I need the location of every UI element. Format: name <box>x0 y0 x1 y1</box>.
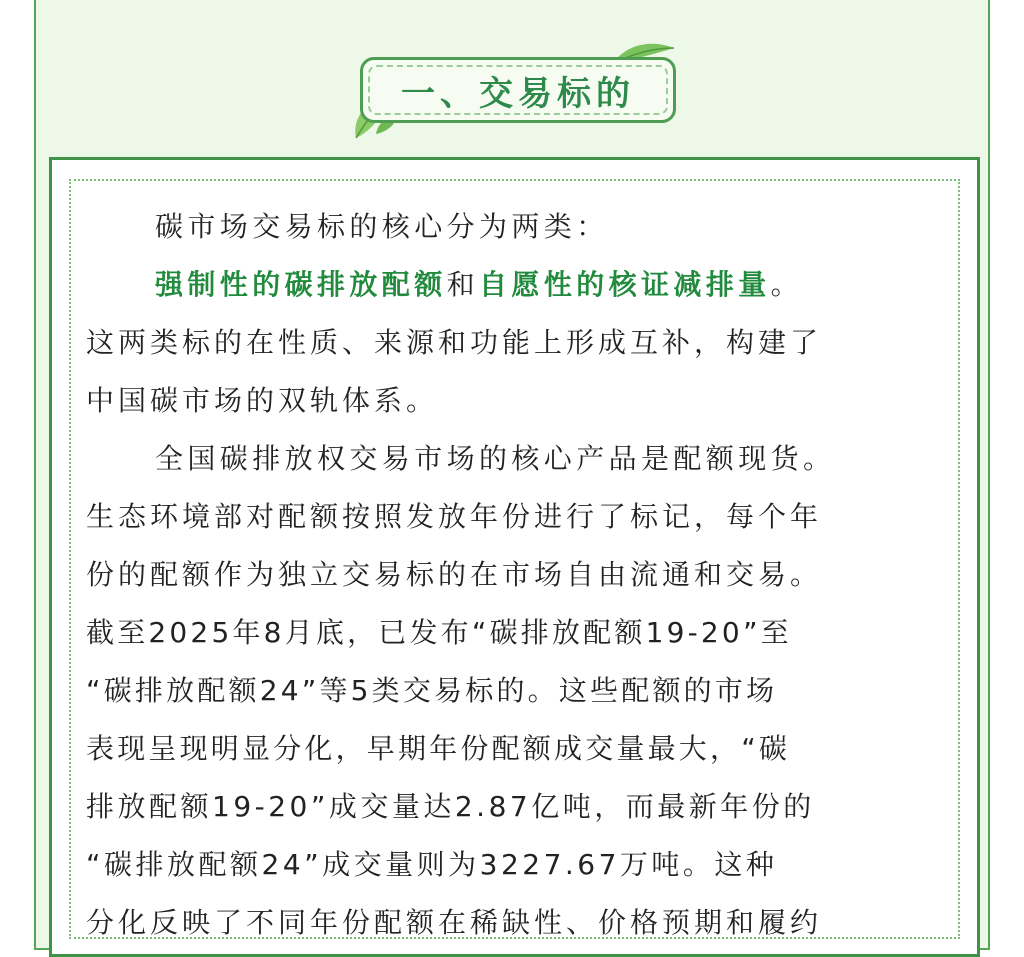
paragraph-line: 全国碳排放权交易市场的核心产品是配额现货。 <box>155 442 836 475</box>
section-title-inner-border <box>368 65 668 115</box>
paragraph-line: 表现呈现明显分化，早期年份配额成交量最大，“碳 <box>86 732 791 765</box>
period-text: 。 <box>770 268 804 301</box>
section-header <box>350 38 680 138</box>
paragraph-line: 中国碳市场的双轨体系。 <box>86 384 439 417</box>
paragraph-line: 份的配额作为独立交易标的在市场自由流通和交易。 <box>86 558 823 591</box>
paragraph-line: 截至2025年8月底，已发布“碳排放配额19-20”至 <box>86 616 792 649</box>
paragraph-line: 这两类标的在性质、来源和功能上形成互补，构建了 <box>86 326 823 359</box>
highlight-ccer: 自愿性的核证减排量 <box>479 268 771 301</box>
body-text <box>86 198 942 952</box>
paragraph-line: 排放配额19-20”成交量达2.87亿吨，而最新年份的 <box>86 790 815 823</box>
conjunction-text: 和 <box>446 268 480 301</box>
paragraph-line: “碳排放配额24”等5类交易标的。这些配额的市场 <box>86 674 778 707</box>
paragraph-line: “碳排放配额24”成交量则为3227.67万吨。这种 <box>86 848 778 881</box>
paragraph-line: 分化反映了不同年份配额在稀缺性、价格预期和履约 <box>86 906 823 939</box>
section-title-badge <box>360 57 676 123</box>
highlight-carbon-allowance: 强制性的碳排放配额 <box>155 268 447 301</box>
paragraph-line: 生态环境部对配额按照发放年份进行了标记，每个年 <box>86 500 823 533</box>
paragraph-line-highlight <box>86 256 942 314</box>
paragraph-line: 碳市场交易标的核心分为两类： <box>155 210 609 243</box>
section-title: 一、交易标的 <box>401 73 635 114</box>
